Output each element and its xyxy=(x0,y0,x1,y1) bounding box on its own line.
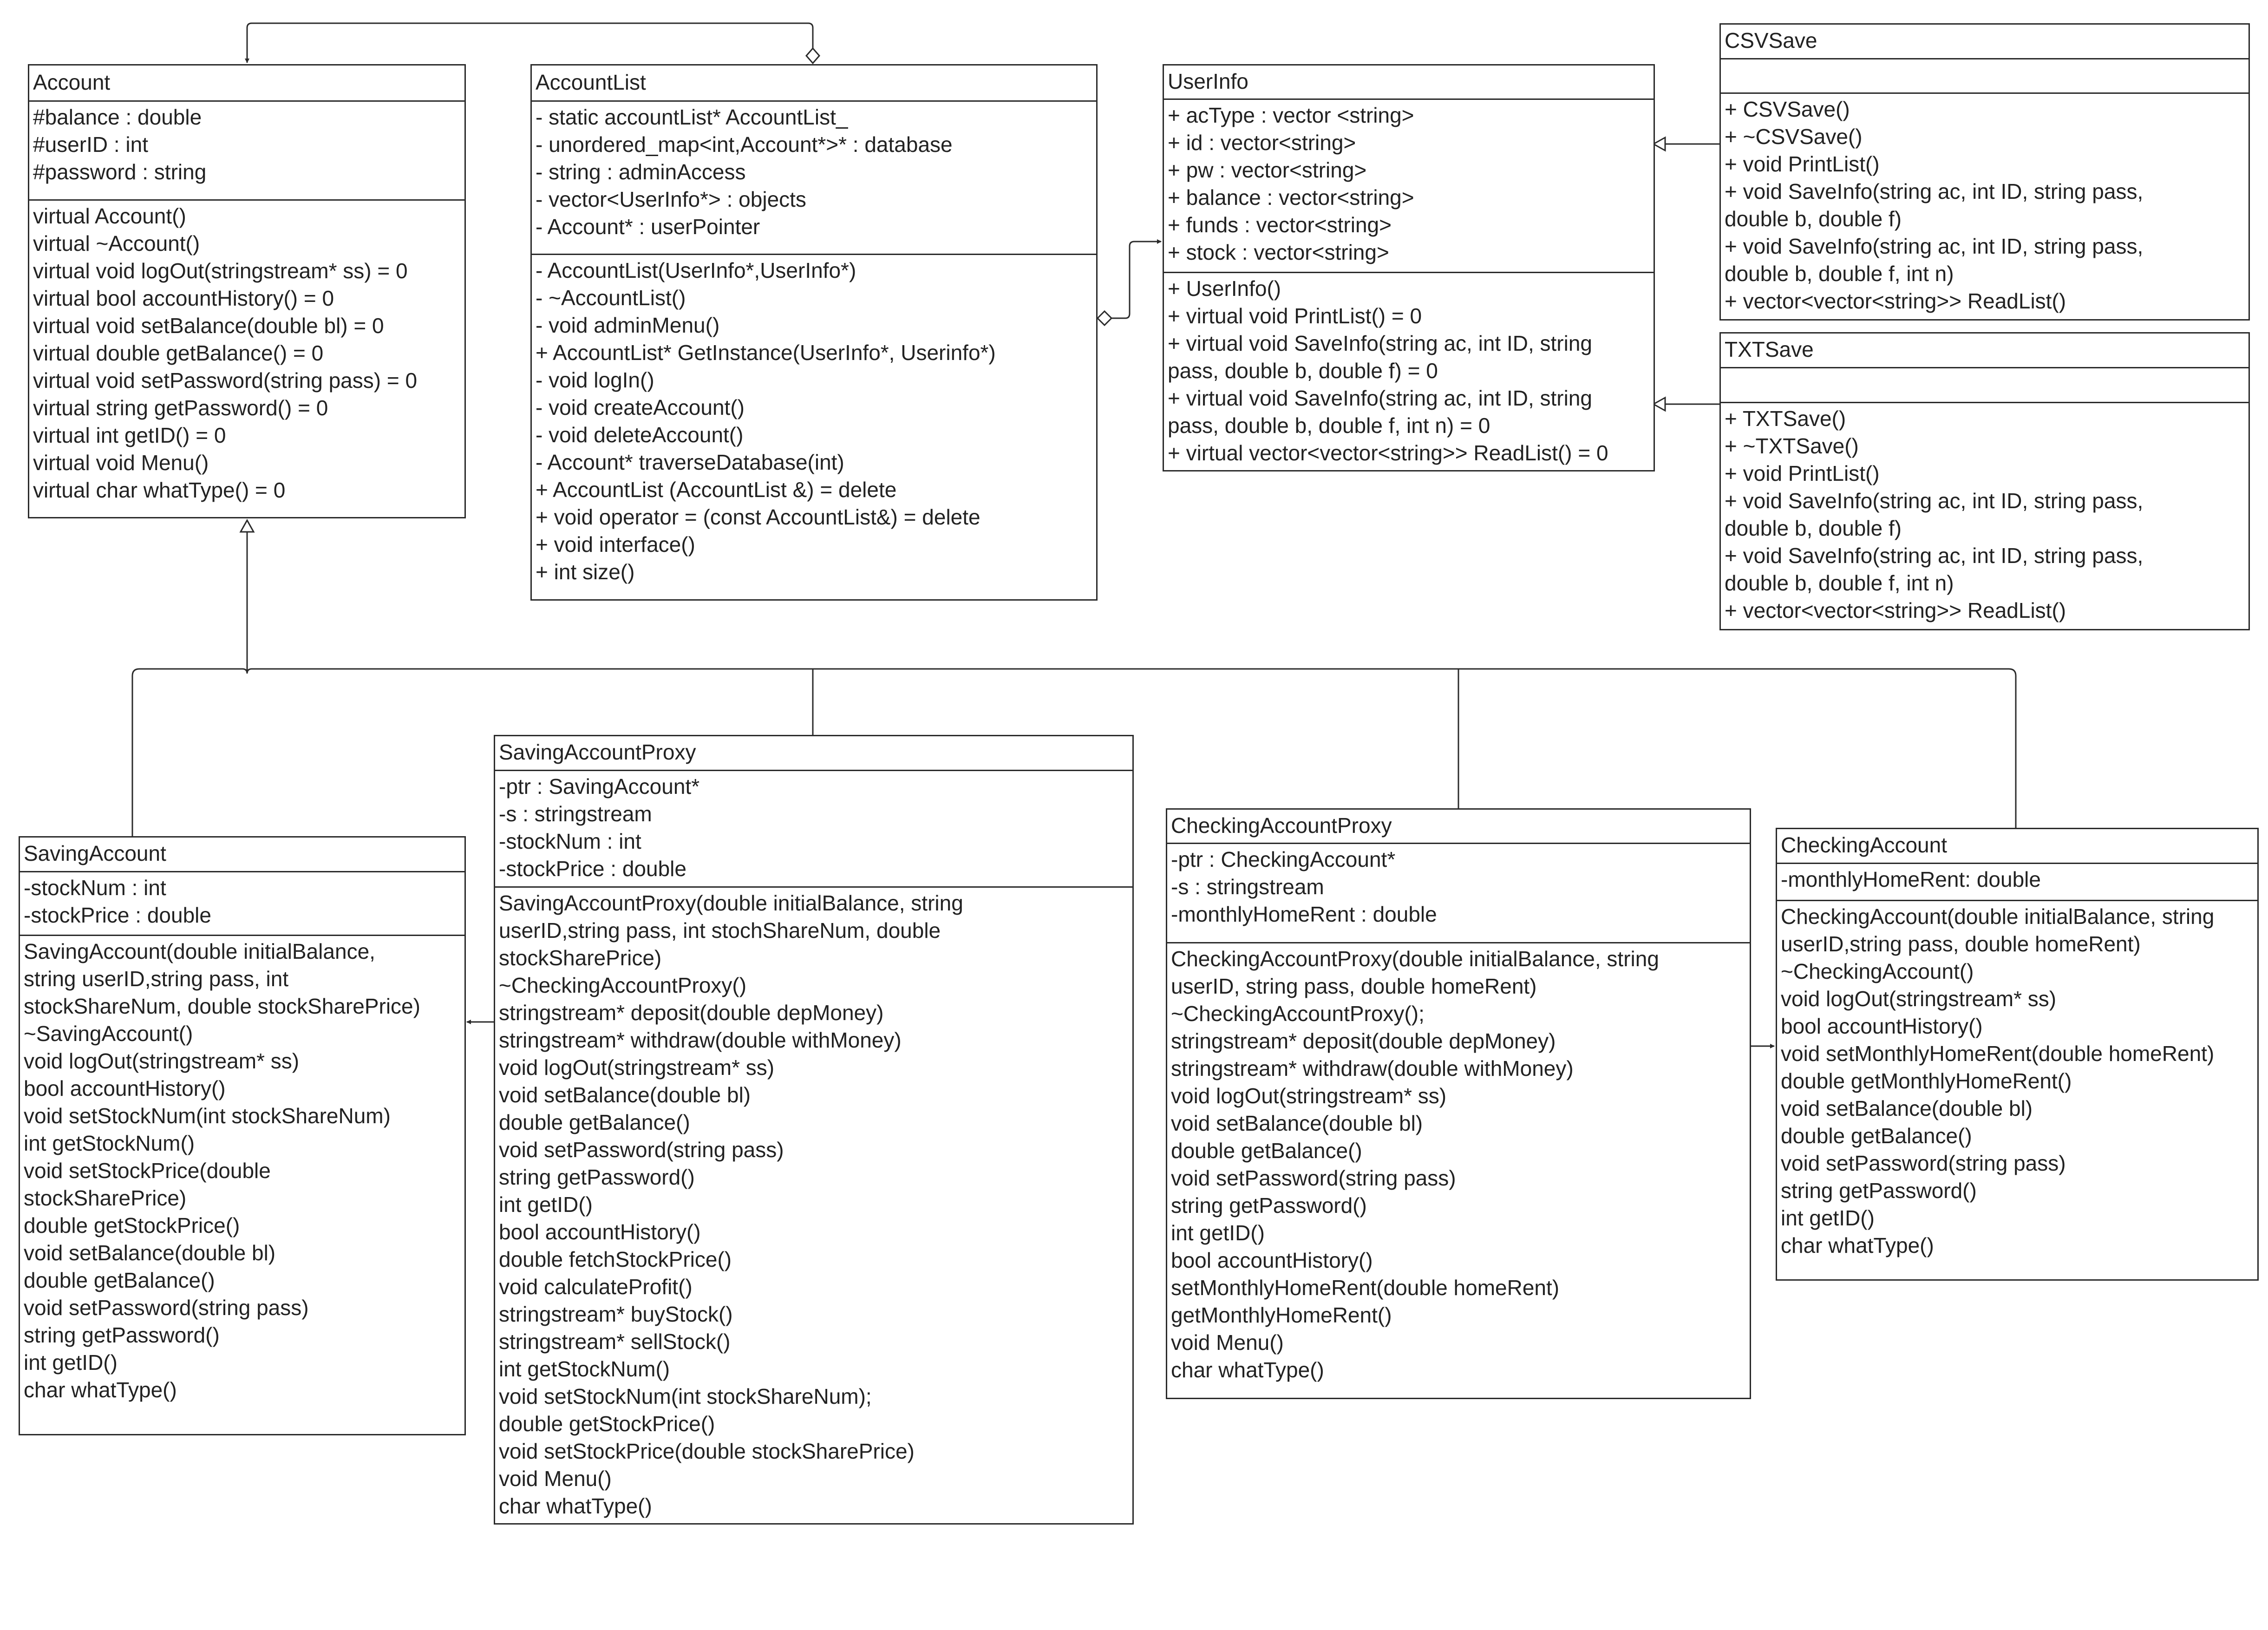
class-methods xyxy=(1164,273,1654,469)
method: stringstream* sellStock() xyxy=(499,1329,731,1354)
class-name: SavingAccount xyxy=(20,838,464,872)
method: SavingAccountProxy(double initialBalance, string xyxy=(499,891,963,915)
class-checkingaccountproxy xyxy=(1166,808,1751,1399)
class-attributes xyxy=(1777,864,2257,901)
attribute: - string : adminAccess xyxy=(536,160,746,184)
attribute: -s : stringstream xyxy=(499,802,652,826)
attribute: - Account* : userPointer xyxy=(536,215,760,239)
class-attributes xyxy=(1721,368,2248,403)
method: int getID() xyxy=(499,1192,593,1217)
hollow-triangle-icon xyxy=(1654,398,1665,411)
method: ~CheckingAccount() xyxy=(1781,959,1974,983)
method: bool accountHistory() xyxy=(499,1220,701,1244)
method: CheckingAccount(double initialBalance, string xyxy=(1781,904,2215,929)
method: void setBalance(double bl) xyxy=(24,1241,276,1265)
method: - void adminMenu() xyxy=(536,313,720,337)
method: void Menu() xyxy=(499,1466,612,1491)
attribute: -ptr : CheckingAccount* xyxy=(1171,847,1396,871)
method: virtual string getPassword() = 0 xyxy=(33,396,328,420)
class-accountlist xyxy=(530,64,1098,601)
method: + CSVSave() xyxy=(1725,97,1850,121)
method: double b, double f, int n) xyxy=(1725,262,1954,286)
attribute: -s : stringstream xyxy=(1171,875,1324,899)
attribute: + stock : vector<string> xyxy=(1168,240,1389,264)
method: string getPassword() xyxy=(1171,1193,1367,1218)
method: stringstream* deposit(double depMoney) xyxy=(1171,1029,1556,1053)
method: void setMonthlyHomeRent(double homeRent) xyxy=(1781,1041,2215,1066)
method: double b, double f) xyxy=(1725,207,1902,231)
method: double fetchStockPrice() xyxy=(499,1247,732,1271)
method: virtual char whatType() = 0 xyxy=(33,478,286,502)
class-attributes xyxy=(1164,100,1654,273)
method: stringstream* deposit(double depMoney) xyxy=(499,1001,884,1025)
method: virtual void setPassword(string pass) = 0 xyxy=(33,368,418,393)
class-attributes xyxy=(495,771,1132,888)
method: virtual ~Account() xyxy=(33,231,200,255)
method: ~SavingAccount() xyxy=(24,1021,193,1046)
method: double getBalance() xyxy=(1781,1124,1972,1148)
method: + AccountList* GetInstance(UserInfo*, Userinfo*) xyxy=(536,340,996,365)
class-savingaccountproxy xyxy=(494,735,1134,1525)
method: char whatType() xyxy=(1781,1233,1934,1257)
method: CheckingAccountProxy(double initialBalance, string xyxy=(1171,947,1659,971)
method: char whatType() xyxy=(24,1378,177,1402)
method: + vector<vector<string>> ReadList() xyxy=(1725,598,2066,622)
class-name: SavingAccountProxy xyxy=(495,736,1132,771)
method: void calculateProfit() xyxy=(499,1275,693,1299)
class-name: CheckingAccount xyxy=(1777,829,2257,864)
attribute: -monthlyHomeRent: double xyxy=(1781,867,2041,891)
class-attributes xyxy=(1721,59,2248,94)
method: char whatType() xyxy=(499,1494,652,1518)
class-csvsave xyxy=(1719,23,2250,321)
method: void Menu() xyxy=(1171,1330,1284,1355)
method: + void SaveInfo(string ac, int ID, string pass, xyxy=(1725,234,2144,258)
method: void logOut(stringstream* ss) xyxy=(1171,1084,1447,1108)
method: stockSharePrice) xyxy=(24,1186,187,1210)
attribute: + funds : vector<string> xyxy=(1168,213,1392,237)
method: virtual void setBalance(double bl) = 0 xyxy=(33,314,384,338)
method: virtual void Menu() xyxy=(33,451,209,475)
attribute: + balance : vector<string> xyxy=(1168,185,1414,209)
method: double getBalance() xyxy=(499,1110,690,1134)
attribute: -ptr : SavingAccount* xyxy=(499,774,700,799)
method: SavingAccount(double initialBalance, xyxy=(24,939,375,963)
method: pass, double b, double f) = 0 xyxy=(1168,359,1438,383)
class-methods xyxy=(1721,403,2248,626)
method: - Account* traverseDatabase(int) xyxy=(536,450,844,474)
method: virtual void logOut(stringstream* ss) = 0 xyxy=(33,259,408,283)
method: + AccountList (AccountList &) = delete xyxy=(536,478,897,502)
attribute: -monthlyHomeRent : double xyxy=(1171,902,1437,926)
attribute: -stockNum : int xyxy=(499,829,641,853)
class-attributes xyxy=(1167,844,1750,943)
class-name: UserInfo xyxy=(1164,65,1654,100)
method: double getMonthlyHomeRent() xyxy=(1781,1069,2072,1093)
method: double getStockPrice() xyxy=(24,1213,240,1237)
method: stockSharePrice) xyxy=(499,946,662,970)
method: userID, string pass, double homeRent) xyxy=(1171,974,1537,998)
attribute: + acType : vector <string> xyxy=(1168,103,1414,127)
method: string getPassword() xyxy=(1781,1178,1977,1203)
method: void setBalance(double bl) xyxy=(1171,1111,1423,1135)
class-methods xyxy=(532,255,1096,588)
aggregation-diamond-icon xyxy=(806,48,819,63)
method: userID,string pass, double homeRent) xyxy=(1781,932,2141,956)
method: double getBalance() xyxy=(24,1268,215,1292)
method: void setPassword(string pass) xyxy=(1171,1166,1456,1190)
method: bool accountHistory() xyxy=(24,1076,226,1100)
method: + void SaveInfo(string ac, int ID, string pass, xyxy=(1725,179,2144,203)
method: + virtual vector<vector<string>> ReadList() = 0 xyxy=(1168,441,1608,465)
method: virtual Account() xyxy=(33,204,186,228)
attribute: #userID : int xyxy=(33,132,148,157)
class-methods xyxy=(1777,901,2257,1261)
method: void setPassword(string pass) xyxy=(499,1138,784,1162)
method: + UserInfo() xyxy=(1168,276,1281,301)
method: - void createAccount() xyxy=(536,395,745,419)
method: stringstream* withdraw(double withMoney) xyxy=(1171,1056,1574,1080)
method: int getID() xyxy=(1171,1221,1265,1245)
class-name: TXTSave xyxy=(1721,334,2248,368)
class-attributes xyxy=(532,102,1096,255)
method: void logOut(stringstream* ss) xyxy=(499,1055,775,1080)
method: string userID,string pass, int xyxy=(24,967,289,991)
class-savingaccount xyxy=(19,836,466,1435)
method: int getID() xyxy=(24,1350,118,1375)
aggregation-accountlist-account xyxy=(247,23,813,63)
class-methods xyxy=(20,936,464,1406)
method: - ~AccountList() xyxy=(536,286,686,310)
class-name: CheckingAccountProxy xyxy=(1167,810,1750,844)
attribute: #password : string xyxy=(33,160,207,184)
aggregation-diamond-icon xyxy=(1098,311,1111,325)
method: virtual bool accountHistory() = 0 xyxy=(33,286,334,310)
method: + void PrintList() xyxy=(1725,152,1880,176)
class-methods xyxy=(1167,943,1750,1386)
method: char whatType() xyxy=(1171,1358,1324,1382)
method: void setStockPrice(double xyxy=(24,1159,271,1183)
method: void setStockNum(int stockShareNum); xyxy=(499,1384,872,1408)
method: getMonthlyHomeRent() xyxy=(1171,1303,1392,1327)
attribute: + id : vector<string> xyxy=(1168,131,1356,155)
class-name: AccountList xyxy=(532,65,1096,102)
class-attributes xyxy=(29,102,464,201)
method: void setStockPrice(double stockSharePrice) xyxy=(499,1439,915,1463)
method: pass, double b, double f, int n) = 0 xyxy=(1168,413,1490,438)
hollow-triangle-icon xyxy=(241,520,254,532)
attribute: -stockPrice : double xyxy=(24,903,211,927)
method: setMonthlyHomeRent(double homeRent) xyxy=(1171,1276,1560,1300)
method: double getStockPrice() xyxy=(499,1412,715,1436)
method: void setPassword(string pass) xyxy=(24,1296,309,1320)
method: string getPassword() xyxy=(499,1165,695,1189)
method: double b, double f, int n) xyxy=(1725,571,1954,595)
method: + virtual void SaveInfo(string ac, int ID, string xyxy=(1168,331,1593,355)
method: void setBalance(double bl) xyxy=(499,1083,751,1107)
method: virtual double getBalance() = 0 xyxy=(33,341,324,365)
attribute: -stockPrice : double xyxy=(499,857,686,881)
method: string getPassword() xyxy=(24,1323,220,1347)
method: int getID() xyxy=(1781,1206,1875,1230)
method: double b, double f) xyxy=(1725,516,1902,540)
class-checkingaccount xyxy=(1776,828,2259,1281)
method: stockShareNum, double stockSharePrice) xyxy=(24,994,420,1018)
method: - AccountList(UserInfo*,UserInfo*) xyxy=(536,258,856,282)
class-methods xyxy=(1721,94,2248,317)
method: + ~CSVSave() xyxy=(1725,124,1863,149)
method: + int size() xyxy=(536,560,635,584)
method: int getStockNum() xyxy=(24,1131,195,1155)
method: ~CheckingAccountProxy() xyxy=(499,973,747,997)
method: userID,string pass, int stochShareNum, double xyxy=(499,918,941,943)
method: ~CheckingAccountProxy(); xyxy=(1171,1002,1425,1026)
method: + void interface() xyxy=(536,532,695,556)
attribute: #balance : double xyxy=(33,105,202,129)
attribute: -stockNum : int xyxy=(24,876,166,900)
method: void setPassword(string pass) xyxy=(1781,1151,2066,1175)
attribute: - unordered_map<int,Account*>* : database xyxy=(536,132,953,157)
method: + virtual void SaveInfo(string ac, int ID, string xyxy=(1168,386,1593,410)
class-account xyxy=(28,64,466,518)
method: bool accountHistory() xyxy=(1781,1014,1983,1038)
attribute: - static accountList* AccountList_ xyxy=(536,105,848,129)
attribute: - vector<UserInfo*> : objects xyxy=(536,187,806,211)
method: - void deleteAccount() xyxy=(536,423,744,447)
aggregation-accountlist-userinfo xyxy=(1111,242,1161,318)
class-attributes xyxy=(20,872,464,936)
method: stringstream* withdraw(double withMoney) xyxy=(499,1028,902,1052)
method: void setStockNum(int stockShareNum) xyxy=(24,1104,391,1128)
method: void logOut(stringstream* ss) xyxy=(24,1049,300,1073)
class-name: CSVSave xyxy=(1721,25,2248,59)
method: + TXTSave() xyxy=(1725,406,1846,431)
class-methods xyxy=(495,888,1132,1522)
method: void setBalance(double bl) xyxy=(1781,1096,2033,1120)
method: + ~TXTSave() xyxy=(1725,434,1859,458)
method: double getBalance() xyxy=(1171,1139,1362,1163)
method: stringstream* buyStock() xyxy=(499,1302,733,1326)
class-txtsave xyxy=(1719,332,2250,630)
method: + void operator = (const AccountList&) = delete xyxy=(536,505,980,529)
class-userinfo xyxy=(1163,64,1655,471)
method: bool accountHistory() xyxy=(1171,1248,1373,1272)
hollow-triangle-icon xyxy=(1654,137,1665,151)
class-name: Account xyxy=(29,65,464,102)
method: - void logIn() xyxy=(536,368,654,392)
method: + void SaveInfo(string ac, int ID, string pass, xyxy=(1725,489,2144,513)
method: int getStockNum() xyxy=(499,1357,670,1381)
method: + vector<vector<string>> ReadList() xyxy=(1725,289,2066,313)
class-methods xyxy=(29,201,464,506)
method: virtual int getID() = 0 xyxy=(33,423,226,447)
method: + void PrintList() xyxy=(1725,461,1880,485)
method: void logOut(stringstream* ss) xyxy=(1781,987,2057,1011)
attribute: + pw : vector<string> xyxy=(1168,158,1367,182)
method: + void SaveInfo(string ac, int ID, string pass, xyxy=(1725,543,2144,568)
method: + virtual void PrintList() = 0 xyxy=(1168,304,1422,328)
